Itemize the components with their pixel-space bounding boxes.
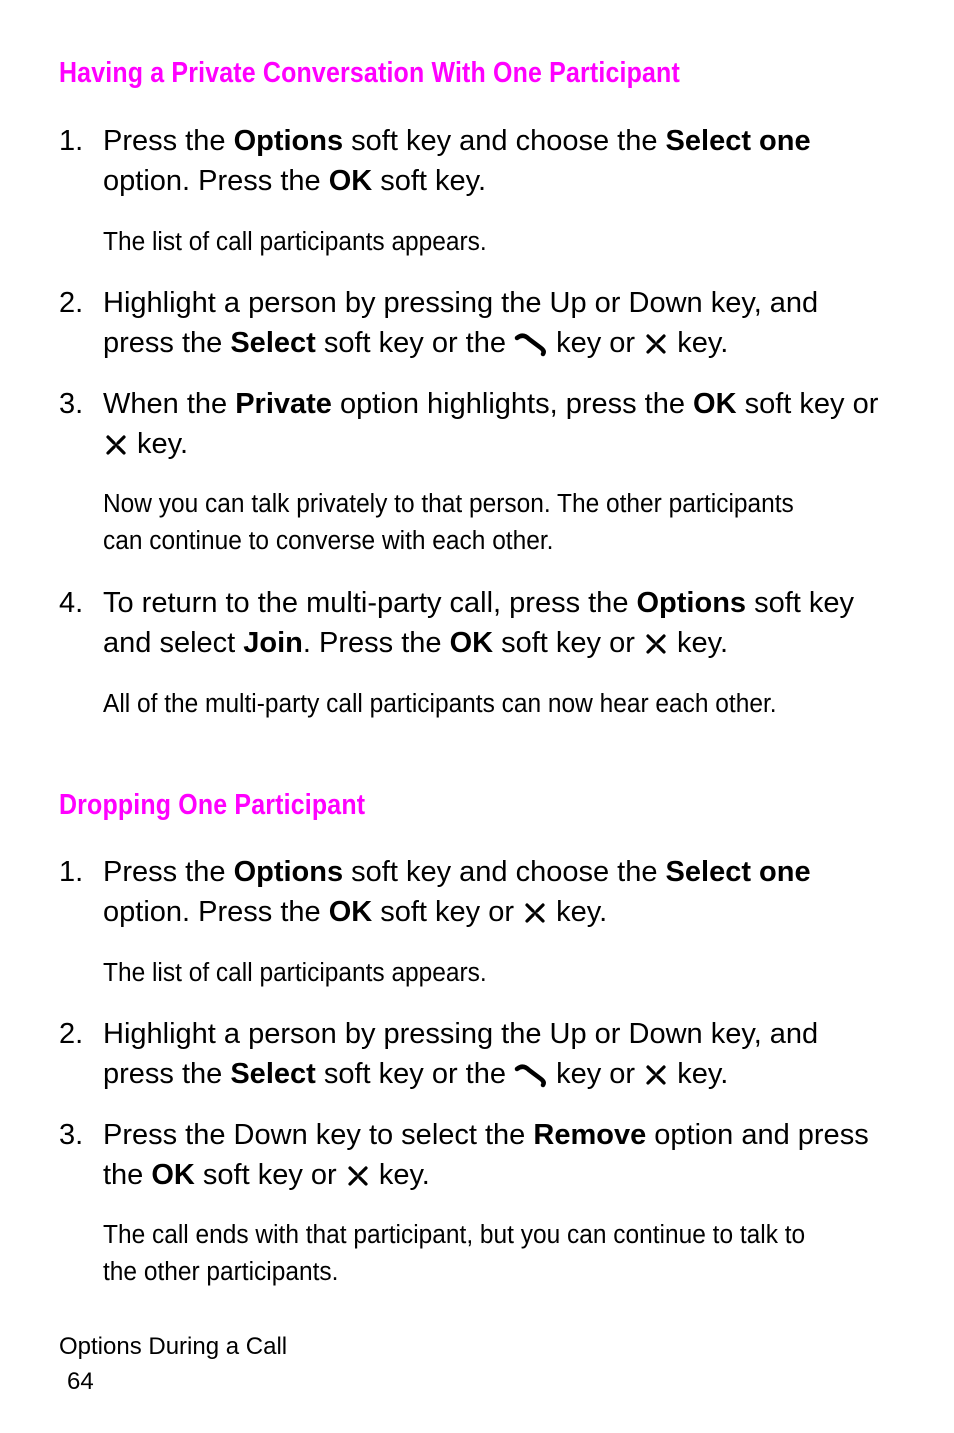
private-step-1 — [59, 122, 889, 201]
drop-step-3 — [59, 1116, 889, 1195]
step-number: 1. — [59, 856, 84, 888]
private-step-4 — [59, 584, 889, 663]
step-number: 1. — [59, 125, 84, 157]
nav-key-icon — [522, 900, 548, 926]
private-step-3 — [59, 385, 889, 464]
private-step-2 — [59, 284, 889, 363]
private-note-3: Now you can talk privately to that person. The other participants can continue to converse with each other. — [103, 490, 794, 555]
nav-key-icon — [103, 432, 129, 458]
section-heading-dropping-participant: Dropping One Participant — [59, 789, 366, 821]
nav-key-icon — [345, 1163, 371, 1189]
footer-section-title: Options During a Call — [59, 1333, 288, 1360]
private-note-4: All of the multi-party call participants can now hear each other. — [103, 690, 777, 718]
step-text: Press the Options soft key and choose the Select one option. Press the OK soft key. — [103, 125, 811, 197]
step-text: To return to the multi-party call, press the Options soft key and select Join. Press the OK soft key or key. — [103, 587, 855, 659]
send-key-icon — [514, 330, 548, 358]
drop-note-1: The list of call participants appears. — [103, 959, 487, 987]
step-number: 3. — [59, 388, 84, 420]
step-text: When the Private option highlights, press the OK soft key or key. — [103, 388, 879, 460]
step-number: 2. — [59, 287, 84, 319]
step-number: 3. — [59, 1119, 84, 1151]
step-text: Press the Options soft key and choose the Select one option. Press the OK soft key or key. — [103, 856, 811, 928]
drop-step-1 — [59, 853, 889, 932]
step-text: Highlight a person by pressing the Up or Down key, and press the Select soft key or the key or key. — [103, 1018, 819, 1090]
send-key-icon — [514, 1061, 548, 1089]
step-text: Highlight a person by pressing the Up or Down key, and press the Select soft key or the key or key. — [103, 287, 819, 359]
step-text: Press the Down key to select the Remove option and press the OK soft key or key. — [103, 1119, 869, 1191]
step-number: 2. — [59, 1018, 84, 1050]
nav-key-icon — [643, 631, 669, 657]
private-note-1: The list of call participants appears. — [103, 228, 487, 256]
nav-key-icon — [643, 1062, 669, 1088]
drop-step-2 — [59, 1015, 889, 1094]
section-heading-private-conversation: Having a Private Conversation With One Participant — [59, 57, 680, 89]
step-number: 4. — [59, 587, 84, 619]
page-number: 64 — [67, 1368, 94, 1395]
nav-key-icon — [643, 331, 669, 357]
drop-note-3: The call ends with that participant, but you can continue to talk to the other participants. — [103, 1221, 806, 1286]
